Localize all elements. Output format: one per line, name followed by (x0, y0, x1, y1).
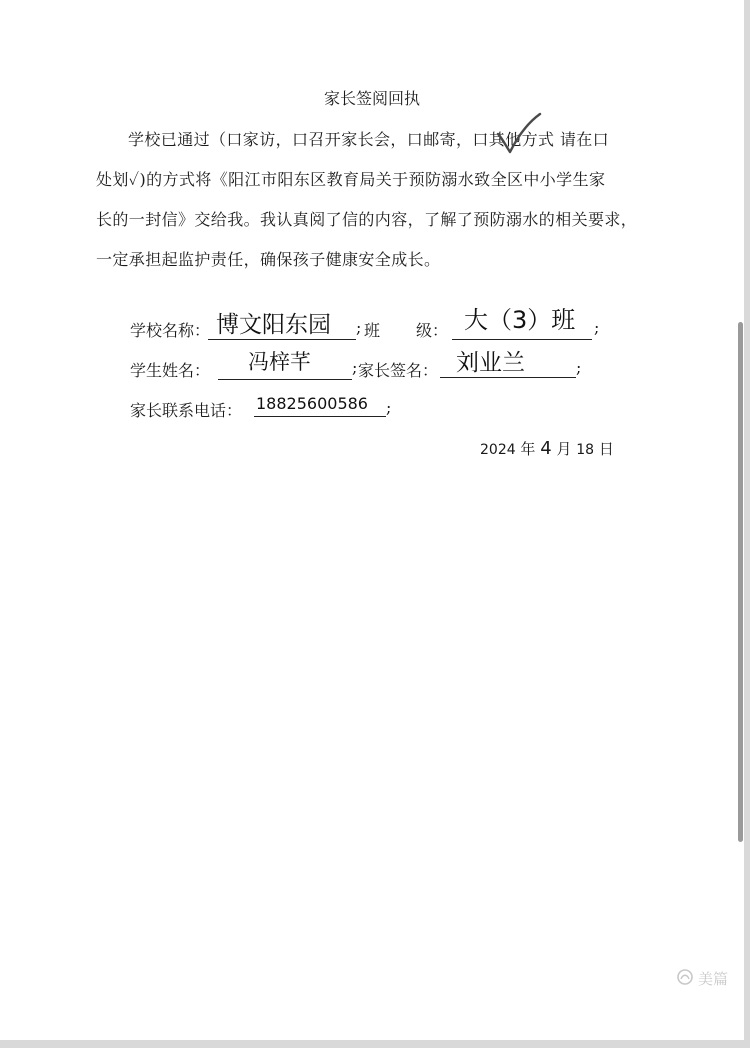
class-underline (452, 339, 592, 340)
date-day-char: 日 (598, 440, 614, 458)
body-paragraph (96, 120, 686, 280)
handwritten-checkmark-icon (494, 112, 544, 156)
date-year: 2024 (480, 442, 516, 458)
paragraph-line-2: 处划✓)的方式将《阳江市阳东区教育局关于预防溺水致全区中小学生家 (96, 170, 606, 189)
school-name-value: 博文阳东园 (216, 312, 331, 338)
parent-signature-underline (440, 377, 576, 378)
school-name-label: 学校名称： (130, 321, 211, 340)
date-month: 4 (540, 438, 552, 459)
parent-signature-label: 家长签名： (358, 361, 439, 380)
vertical-scrollbar[interactable] (738, 322, 743, 842)
watermark-text: 美篇 (698, 970, 729, 988)
class-value: 大（3）班 (464, 306, 576, 334)
semicolon: ; (576, 358, 582, 377)
signing-date (480, 438, 614, 459)
meipian-logo-icon (676, 968, 694, 986)
date-month-char: 月 (556, 440, 572, 458)
paragraph-line-3: 长的一封信》交给我。我认真阅了信的内容，了解了预防溺水的相关要求， (96, 210, 638, 229)
date-year-char: 年 (520, 440, 536, 458)
class-label-part2: 级： (416, 321, 449, 340)
paragraph-line-4: 一定承担起监护责任，确保孩子健康安全成长。 (96, 250, 441, 269)
class-label-part1: 班 (364, 321, 381, 340)
page-title: 家长签阅回执 (323, 89, 420, 108)
student-name-value: 冯梓芊 (248, 350, 311, 374)
parent-signature-value: 刘业兰 (456, 350, 525, 376)
paragraph-line-1: 学校已通过（口家访，口召开家长会，口邮寄，口其他方式 请在口 (128, 130, 610, 149)
school-name-underline (208, 339, 356, 340)
semicolon: ; (594, 318, 600, 337)
semicolon: ; (356, 318, 362, 337)
semicolon: ; (352, 358, 358, 377)
student-name-underline (218, 379, 352, 380)
student-name-label: 学生姓名： (130, 361, 211, 380)
semicolon: ; (386, 398, 392, 417)
date-day: 18 (576, 442, 595, 458)
parent-phone-label: 家长联系电话： (130, 401, 243, 420)
parent-phone-value: 18825600586 (256, 394, 368, 413)
parent-phone-underline (254, 416, 386, 417)
